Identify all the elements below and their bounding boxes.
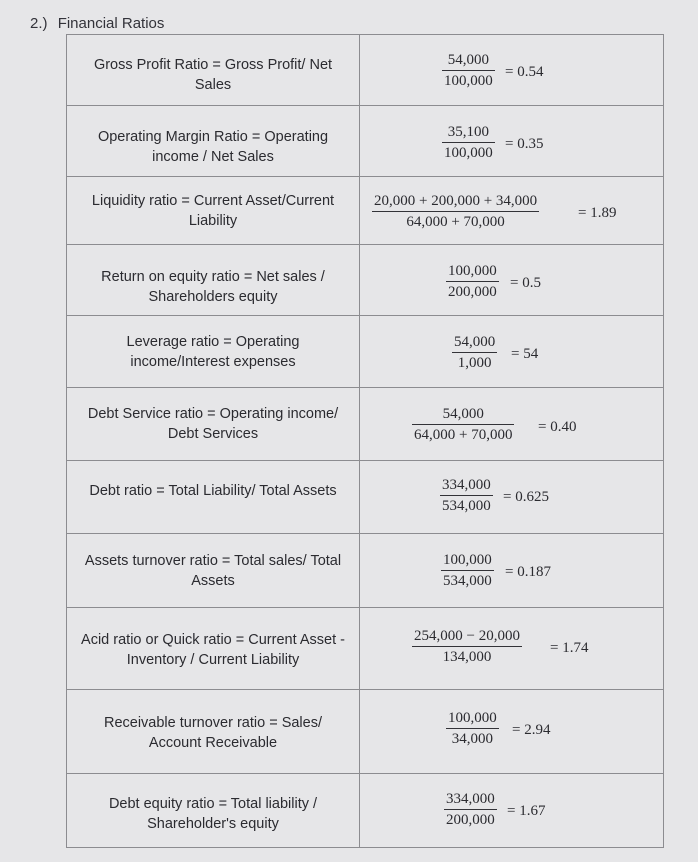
ratio-calculation [360,106,663,176]
numerator: 100,000 [448,710,497,726]
ratio-result: = 0.40 [538,419,577,435]
table-row [67,35,663,106]
numerator: 334,000 [442,477,491,493]
table-row [67,106,663,177]
denominator: 34,000 [451,731,493,748]
ratio-result: = 1.67 [507,803,546,819]
ratio-formula: Leverage ratio = Operating income/Interest expenses [67,316,360,387]
numerator: 100,000 [443,552,492,568]
numerator: 20,000 + 200,000 + 34,000 [374,193,538,209]
ratio-result: = 0.35 [505,136,544,152]
fraction [446,710,499,748]
table-row [67,774,663,848]
table-row [67,388,663,461]
ratio-calculation [360,316,663,387]
ratio-result: = 0.625 [503,489,549,505]
numerator: 54,000 [442,406,484,422]
ratio-formula: Assets turnover ratio = Total sales/ Total Assets [67,534,360,607]
ratio-calculation [360,461,663,533]
numerator: 35,100 [447,124,489,140]
fraction [412,628,522,666]
ratio-calculation [360,690,663,773]
denominator: 534,000 [442,498,491,515]
denominator: 200,000 [448,284,497,301]
ratio-result: = 54 [511,346,539,362]
ratio-result: = 0.54 [505,64,544,80]
ratio-calculation [360,534,663,607]
table-row [67,690,663,774]
ratio-calculation [360,608,663,689]
numerator: 334,000 [446,791,495,807]
numerator: 100,000 [448,263,497,279]
table-row [67,534,663,608]
denominator: 534,000 [443,573,492,590]
ratio-formula: Acid ratio or Quick ratio = Current Asset - Inventory / Current Liability [67,608,360,689]
table-row [67,608,663,690]
fraction [412,406,514,444]
fraction [442,124,495,162]
table-row [67,177,663,245]
ratio-calculation [360,35,663,105]
denominator: 100,000 [444,145,493,162]
ratio-result: = 1.74 [550,640,589,656]
ratio-calculation [360,774,663,847]
denominator: 1,000 [457,355,492,372]
ratio-result: = 0.187 [505,564,551,580]
ratio-formula: Liquidity ratio = Current Asset/Current Liability [67,177,360,244]
table-row [67,316,663,388]
ratio-result: = 1.89 [578,205,617,221]
ratio-calculation [360,388,663,460]
denominator: 64,000 + 70,000 [406,214,505,231]
denominator: 64,000 + 70,000 [414,427,513,444]
ratio-result: = 0.5 [510,275,541,291]
denominator: 200,000 [446,812,495,829]
section-number: 2.) [30,15,48,32]
ratios-table [66,34,664,848]
ratio-formula: Gross Profit Ratio = Gross Profit/ Net Sales [67,35,360,105]
numerator: 54,000 [454,334,496,350]
fraction [372,193,539,231]
ratio-calculation [360,245,663,315]
table-row [67,461,663,534]
fraction [446,263,499,301]
ratio-formula: Return on equity ratio = Net sales / Shareholders equity [67,245,360,315]
ratio-formula: Debt ratio = Total Liability/ Total Assets [67,461,360,533]
ratio-formula: Operating Margin Ratio = Operating income / Net Sales [67,106,360,176]
fraction [444,791,497,829]
ratio-formula: Receivable turnover ratio = Sales/ Account Receivable [67,690,360,773]
ratio-calculation [360,177,663,244]
ratio-formula: Debt Service ratio = Operating income/ Debt Services [67,388,360,460]
ratio-formula: Debt equity ratio = Total liability / Shareholder's equity [67,774,360,847]
fraction [442,52,495,90]
table-row [67,245,663,316]
section-title: Financial Ratios [57,15,165,32]
section-heading [30,15,170,32]
numerator: 254,000 − 20,000 [414,628,520,644]
denominator: 134,000 [442,649,492,666]
fraction [440,477,493,515]
ratio-result: = 2.94 [512,722,551,738]
denominator: 100,000 [444,73,493,90]
fraction [441,552,494,590]
fraction [452,334,497,372]
numerator: 54,000 [447,52,489,68]
